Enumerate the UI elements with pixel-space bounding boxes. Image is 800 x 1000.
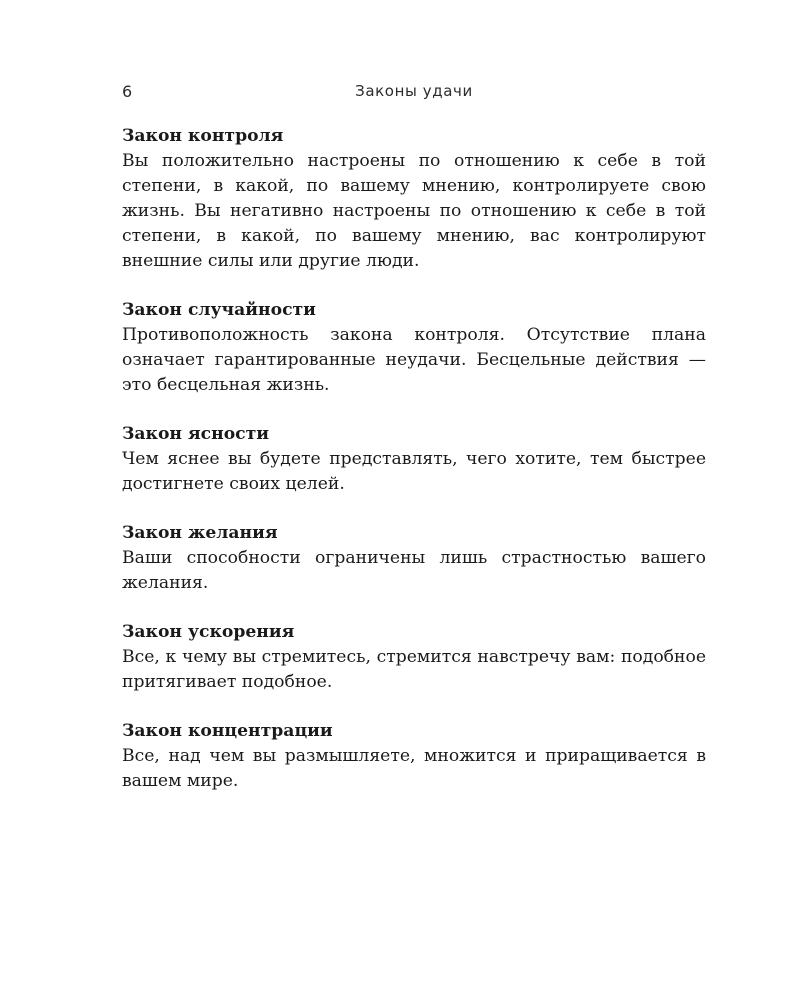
law-heading: Закон контроля	[122, 126, 284, 146]
law-description: Вы положительно настроены по отношению к себе в той степени, в какой, по вашему мнению, контролируете свою жизнь. Вы негативно настроены по отношению к себе в той степени, в какой, по вашему мнению, вас контролируют внешние силы или другие люди.	[122, 151, 706, 271]
law-description: Противоположность закона контроля. Отсутствие плана означает гарантированные неудачи. Бесцельные действия — это бесцельная жизнь.	[122, 325, 706, 395]
law-heading: Закон случайности	[122, 300, 316, 320]
running-title: Законы удачи	[355, 82, 473, 100]
law-description: Все, к чему вы стремитесь, стремится навстречу вам: подобное притягивает подобное.	[122, 647, 706, 692]
law-description: Все, над чем вы размышляете, множится и приращивается в вашем мире.	[122, 746, 706, 791]
law-heading: Закон желания	[122, 523, 278, 543]
law-section-clarity	[122, 422, 706, 497]
page-content	[122, 124, 706, 818]
law-description: Чем яснее вы будете представлять, чего хотите, тем быстрее достигнете своих целей.	[122, 449, 706, 494]
law-section-chance	[122, 298, 706, 398]
law-heading: Закон ясности	[122, 424, 270, 444]
law-section-acceleration	[122, 620, 706, 695]
law-heading: Закон концентрации	[122, 721, 333, 741]
law-heading: Закон ускорения	[122, 622, 295, 642]
law-section-control	[122, 124, 706, 274]
law-section-concentration	[122, 719, 706, 794]
page-number: 6	[122, 82, 133, 101]
law-description: Ваши способности ограничены лишь страстностью вашего желания.	[122, 548, 706, 593]
running-header	[122, 82, 706, 102]
law-section-desire	[122, 521, 706, 596]
